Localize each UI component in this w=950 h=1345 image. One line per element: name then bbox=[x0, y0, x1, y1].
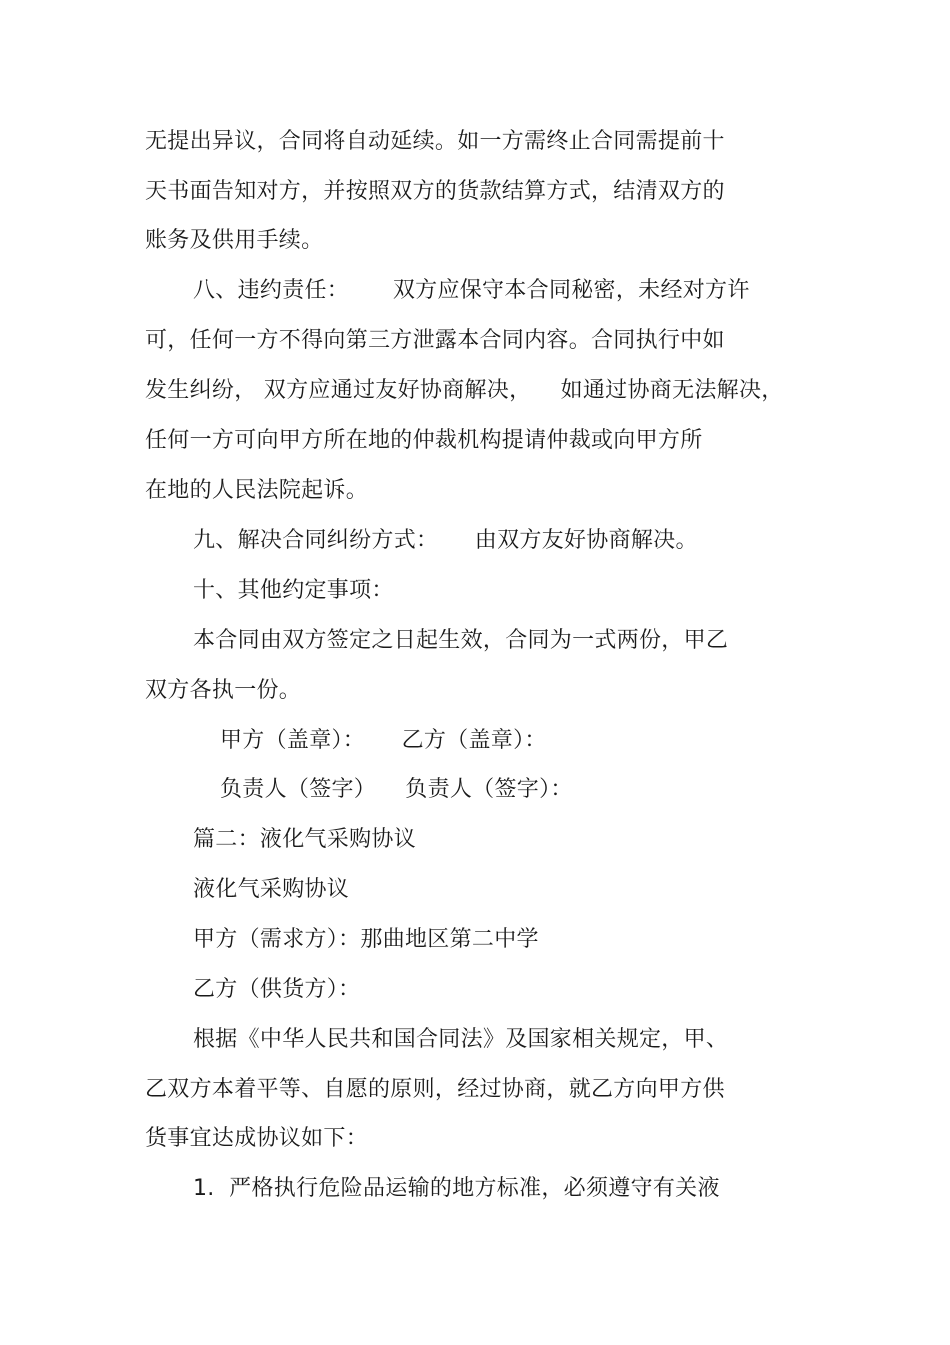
section-heading-other: 十、其他约定事项： bbox=[193, 578, 394, 603]
document-title: 液化气采购协议 bbox=[193, 877, 350, 902]
paragraph-line: 乙双方本着平等、自愿的原则，经过协商，就乙方向甲方供 bbox=[145, 1077, 725, 1102]
paragraph-line: 货事宜达成协议如下： bbox=[145, 1126, 369, 1151]
section-heading-dispute: 九、解决合同纠纷方式： 由双方友好协商解决。 bbox=[193, 528, 698, 553]
paragraph-line: 任何一方可向甲方所在地的仲裁机构提请仲裁或向甲方所 bbox=[145, 428, 703, 453]
paragraph-line: 本合同由双方签定之日起生效，合同为一式两份，甲乙 bbox=[193, 628, 729, 653]
chapter-heading: 篇二：液化气采购协议 bbox=[193, 827, 417, 852]
paragraph-line: 账务及供用手续。 bbox=[145, 228, 324, 253]
paragraph-line: 无提出异议，合同将自动延续。如一方需终止合同需提前十 bbox=[145, 129, 725, 154]
section-heading-breach: 八、违约责任： 双方应保守本合同秘密，未经对方许 bbox=[193, 278, 750, 303]
paragraph-line: 双方各执一份。 bbox=[145, 678, 302, 703]
paragraph-line: 天书面告知对方，并按照双方的货款结算方式，结清双方的 bbox=[145, 179, 725, 204]
signature-seal-line: 甲方（盖章）： 乙方（盖章）： bbox=[220, 728, 547, 753]
party-b-line: 乙方（供货方）： bbox=[193, 977, 361, 1002]
paragraph-line: 根据《中华人民共和国合同法》及国家相关规定，甲、 bbox=[193, 1027, 729, 1052]
party-a-line: 甲方（需求方）：那曲地区第二中学 bbox=[193, 927, 539, 952]
paragraph-line: 发生纠纷， 双方应通过友好协商解决， 如通过协商无法解决， bbox=[145, 378, 784, 403]
paragraph-line: 在地的人民法院起诉。 bbox=[145, 478, 369, 503]
paragraph-line: 可，任何一方不得向第三方泄露本合同内容。合同执行中如 bbox=[145, 328, 725, 353]
clause-item-1: 1. 严格执行危险品运输的地方标准，必须遵守有关液 bbox=[193, 1176, 720, 1201]
signature-sign-line: 负责人（签字） 负责人（签字）： bbox=[220, 777, 573, 802]
